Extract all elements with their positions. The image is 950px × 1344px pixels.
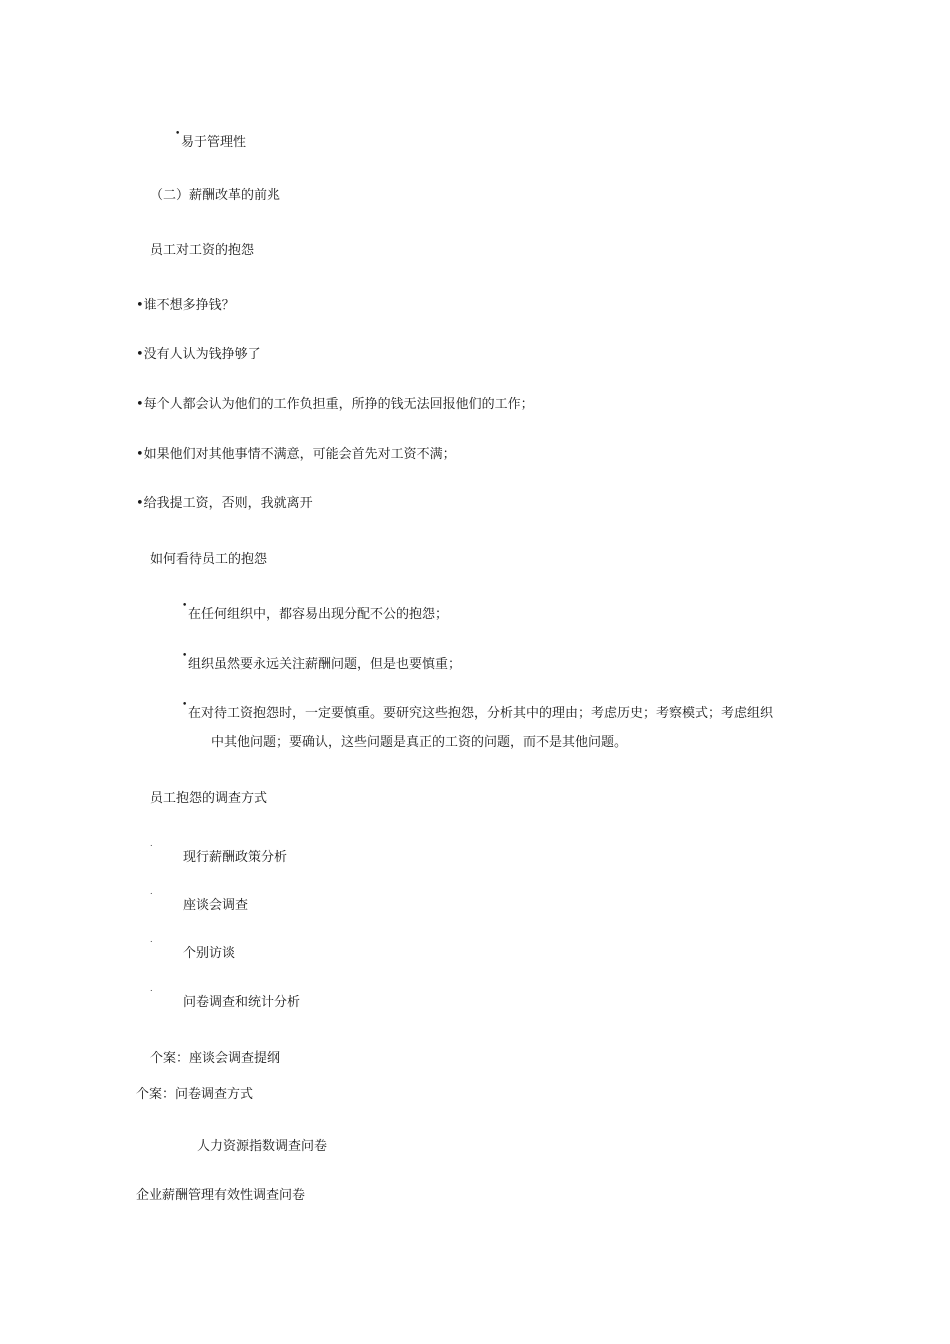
complaint-item: •给我提工资，否则，我就离开 (136, 496, 313, 511)
view-heading: 如何看待员工的抱怨 (150, 552, 268, 567)
case-item: 个案：座谈会调查提纲 (150, 1051, 281, 1066)
questionnaire-title: 人力资源指数调查问卷 (197, 1139, 328, 1154)
complaints-heading: 员工对工资的抱怨 (150, 243, 255, 258)
bullet-dot: . (150, 984, 153, 993)
case-item: 个案：问卷调查方式 (136, 1087, 254, 1102)
bullet-dot: . (150, 839, 153, 848)
questionnaire-title: 企业薪酬管理有效性调查问卷 (136, 1188, 306, 1203)
survey-heading: 员工抱怨的调查方式 (150, 791, 268, 806)
bullet-dot: • (182, 700, 188, 710)
complaint-item: •谁不想多挣钱？ (136, 298, 235, 313)
view-item: 组织虽然要永远关注薪酬问题，但是也要慎重； (188, 657, 462, 672)
survey-item: 座谈会调查 (183, 898, 249, 913)
top-item: 易于管理性 (181, 135, 247, 150)
survey-item: 现行薪酬政策分析 (183, 850, 288, 865)
complaint-item: •没有人认为钱挣够了 (136, 347, 261, 362)
bullet-dot: • (182, 601, 188, 611)
survey-item: 问卷调查和统计分析 (183, 995, 301, 1010)
view-item: 在对待工资抱怨时，一定要慎重。要研究这些抱怨，分析其中的理由；考虑历史；考察模式；考虑组织 (188, 706, 774, 721)
view-item: 在任何组织中，都容易出现分配不公的抱怨； (188, 607, 449, 622)
bullet-dot: • (182, 651, 188, 661)
view-item-continuation: 中其他问题；要确认，这些问题是真正的工资的问题，而不是其他问题。 (211, 735, 628, 750)
bullet-dot: • (175, 129, 181, 139)
section-title: （二）薪酬改革的前兆 (150, 188, 281, 203)
bullet-dot: . (150, 887, 153, 896)
bullet-dot: . (150, 935, 153, 944)
complaint-item: •如果他们对其他事情不满意，可能会首先对工资不满； (136, 447, 456, 462)
survey-item: 个别访谈 (183, 946, 236, 961)
complaint-item: •每个人都会认为他们的工作负担重，所挣的钱无法回报他们的工作； (136, 397, 534, 412)
